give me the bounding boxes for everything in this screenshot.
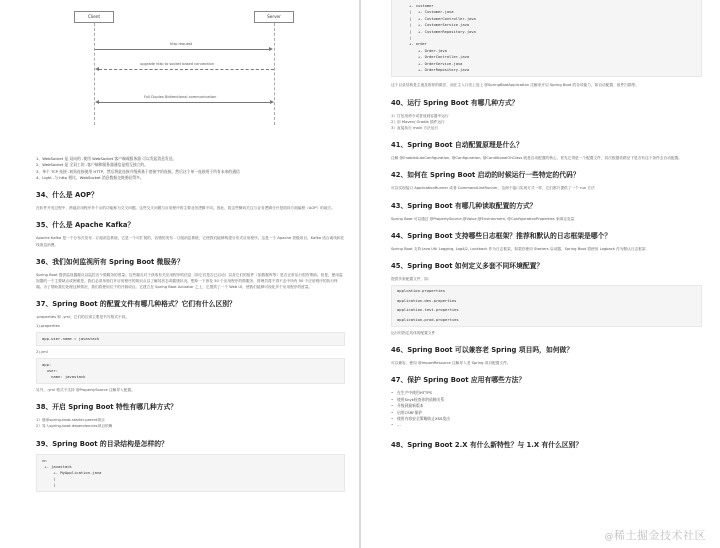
left-page xyxy=(0,0,359,548)
paragraph-q37-note: 另外，.yml 格式不支持 @PropertySource 注解导入配置。 xyxy=(36,388,135,393)
heading-q45: 45、Spring Boot 如何定义多套不同环境配置？ xyxy=(391,262,544,271)
msg-duplex-label: Full Duplex Bidirectional communication xyxy=(144,95,217,99)
paragraph-q45-note: 运行时指定具体的配置文件 xyxy=(391,330,436,335)
code-config-files: applcation.properties application-dev.properties application-test.properties application-prod.properties xyxy=(391,285,702,327)
client-lifeline xyxy=(94,23,95,125)
heading-q40: 40、运行 Spring Boot 有哪几种方式？ xyxy=(391,98,519,107)
ws-point: 4、Light -与 http 相比，WebSocket 消息数据交换要轻得多。 xyxy=(36,174,144,180)
arrow-left-icon xyxy=(95,100,99,104)
list-item: • 升级到最新版本 xyxy=(391,403,702,409)
arrow-left-icon xyxy=(95,67,99,71)
paragraph-tree-note: 这个目录结构是主流及推荐的做法，而在主入口类上加上 @SpringBootApplication 注解来开启 Spring Boot 的各项能力，如自动配置、组件扫描等。 xyxy=(391,83,639,88)
heading-q38: 38、开启 Spring Boot 特性有哪几种方式？ xyxy=(36,403,178,412)
msg-upgrade xyxy=(99,69,274,70)
watermark xyxy=(605,527,707,543)
heading-q46: 46、Spring Boot 可以兼容老 Spring 项目吗，如何做？ xyxy=(391,346,574,355)
paragraph-q34: 在软件开发过程中，跨越应用程序多个点的功能称为交叉问题。这些交叉问题与应用程序的主要业务逻辑不同。因此，将这些横切关注与业务逻辑分开是面向方面编程（AOP）的地方。 xyxy=(36,206,335,211)
paragraph-q37-intro: .properties 和 .yml，它们的区别主要是书写格式不同。 xyxy=(36,315,129,320)
paragraph-q36: Spring Boot 提供监视器端点以监控各个微服务的度量。这些端点对于获取有关应用程序的信息（如它们是否已启动）以及它们的组件（如数据库等）是否正常运行很有帮助。但是，使用监视器的一个主要缺点或困难是，我们必须单独打开应用程序的知识点以了解其状态或健康状况。想象一下涉及 50 个应用程序的微服务，管理员将不得不击中所有 50 个应用程序的执行终端。为了帮助我们处理这种情况，我们将使用位于的开源项目。它建立在 Spring Boot Actuator 之上，它提供了一个 Web UI，使我们能够可视化多个应用程序的度量。 xyxy=(36,272,343,290)
list-item: • 在生产中使用HTTPS xyxy=(391,390,702,396)
heading-q39: 39、Spring Boot 的目录结构是怎样的？ xyxy=(36,439,168,448)
heading-q36: 36、我们如何监视所有 Spring Boot 微服务？ xyxy=(36,257,184,266)
paragraph-q44: Spring Boot 支持 Java Util Logging, Log4j2, Lockback 作为日志框架，如果你使用 Starters 启动器，Spring Boot 将使用 Logback 作为默认日志框架 xyxy=(391,246,646,251)
heading-q47: 47、保护 Spring Boot 应用有哪些方法？ xyxy=(391,376,526,385)
label-yml: 2).yml xyxy=(36,349,48,354)
server-lifeline xyxy=(274,23,275,125)
websocket-points xyxy=(36,156,345,181)
paragraph-q41: 注解 @EnableAutoConfiguration, @Configuration, @ConditionalOnClass 就是自动配置的核心，首先它得是一个配置文件，其次根据类路径下是否有这个条件去自动配置。 xyxy=(391,156,682,161)
q38-item: 2）导入spring-boot-dependencies项目依赖 xyxy=(36,424,113,429)
heading-q41: 41、Spring Boot 自动配置原理是什么？ xyxy=(391,141,523,150)
actor-server: Server xyxy=(254,11,294,23)
paragraph-q42: 可以实现接口 ApplicationRunner 或者 CommandLineRunner，这两个接口实现方式一样，它们都只提供了一个 run 方法 xyxy=(391,186,595,191)
list-item: • 启用CSRF保护 xyxy=(391,410,702,416)
msg-upgrade-label: upgrade http to socket based connection xyxy=(140,62,214,66)
actor-client: Client xyxy=(74,11,114,23)
sequence-diagram xyxy=(58,8,298,130)
ws-point: 2、WebSocket 是 全双工的 -客户端和服务器通信是相互独立的。 xyxy=(36,162,148,168)
q47-list xyxy=(391,390,702,428)
q38-item: 1）继承spring-boot-starter-parent项目 xyxy=(36,418,105,423)
heading-q37: 37、Spring Boot 的配置文件有哪几种格式？它们有什么区别？ xyxy=(36,300,236,309)
list-item: • … xyxy=(391,422,702,428)
paragraph-q35: Apache Kafka 是一个分布式发布 - 订阅消息系统。它是一个可扩展的，容错的发布 - 订阅消息系统，它使我们能够构建分布式应用程序。这是一个 Apache 顶级项目。Kafka 适合离线和在线消息消费。 xyxy=(36,236,345,247)
watermark-text: 稀土掘金技术社区 xyxy=(614,529,706,542)
watermark-at: @ xyxy=(604,532,614,542)
q40-item: 3）直接执行 main 方法运行 xyxy=(391,126,439,131)
arrow-right-icon xyxy=(269,47,273,51)
heading-q34: 34、什么是 AOP？ xyxy=(36,191,98,200)
ws-point: 3、单个 TCP 连接 -初始连接使用 HTTP，然后将此连接升级到基于套接字的连接。然后这个单一连接用于所有未来的通信 xyxy=(36,168,240,174)
list-item: • 使用Snyk检查你的依赖关系 xyxy=(391,397,702,403)
heading-q42: 42、如何在 Spring Boot 启动的时候运行一些特定的代码？ xyxy=(391,171,580,180)
heading-q44: 44、Spring Boot 支持哪些日志框架？推荐和默认的日志框架是哪个？ xyxy=(391,231,612,240)
paragraph-q46: 可以兼容，使用 @ImportResource 注解导入老 Spring 项目配置文件。 xyxy=(391,361,511,366)
heading-q43: 43、Spring Boot 有哪几种读取配置的方式？ xyxy=(391,201,537,210)
code-properties: app.user.name = javastack xyxy=(36,332,345,346)
code-directory-tree: +- customer | +- Customer.java | +- CustomerController.java | +- CustomerService.java | +- CustomerRepository.java | +- order +- Order.java +- OrderController.java +- OrderService.java +- OrderRepository.java xyxy=(391,0,702,77)
q40-item: 1）打包用命令或者放到容器中运行 xyxy=(391,113,449,118)
right-page xyxy=(361,0,720,548)
heading-q35: 35、什么是 Apache Kafka？ xyxy=(36,221,135,230)
arrow-right-icon xyxy=(270,100,274,104)
code-yml: app: user: name: javastack xyxy=(36,358,345,384)
list-item: • 使用内容安全策略防止XSS攻击 xyxy=(391,416,702,422)
paragraph-q45-intro: 提供多套配置文件，如： xyxy=(391,277,432,282)
ws-point: 1、WebSocket 是 双向的 -使用 WebSocket 客户端或服务器 可以发起消息发送。 xyxy=(36,156,177,161)
paragraph-q43: Spring Boot 可以通过 @PropertySource,@Value,@Environment, @ConfigurationProperties 来绑定变量 xyxy=(391,216,575,221)
q40-item: 2）用 Maven/ Gradle 插件运行 xyxy=(391,119,445,124)
label-properties: 1).properties xyxy=(36,323,60,328)
msg-duplex xyxy=(99,102,270,103)
msg-http-request xyxy=(95,49,269,50)
heading-q48: 48、Spring Boot 2.X 有什么新特性？与 1.X 有什么区别？ xyxy=(391,440,583,449)
code-directory-start: cn +- javastack +- MyApplication.java | | xyxy=(36,454,345,492)
msg-http-request-label: http request xyxy=(170,42,193,46)
